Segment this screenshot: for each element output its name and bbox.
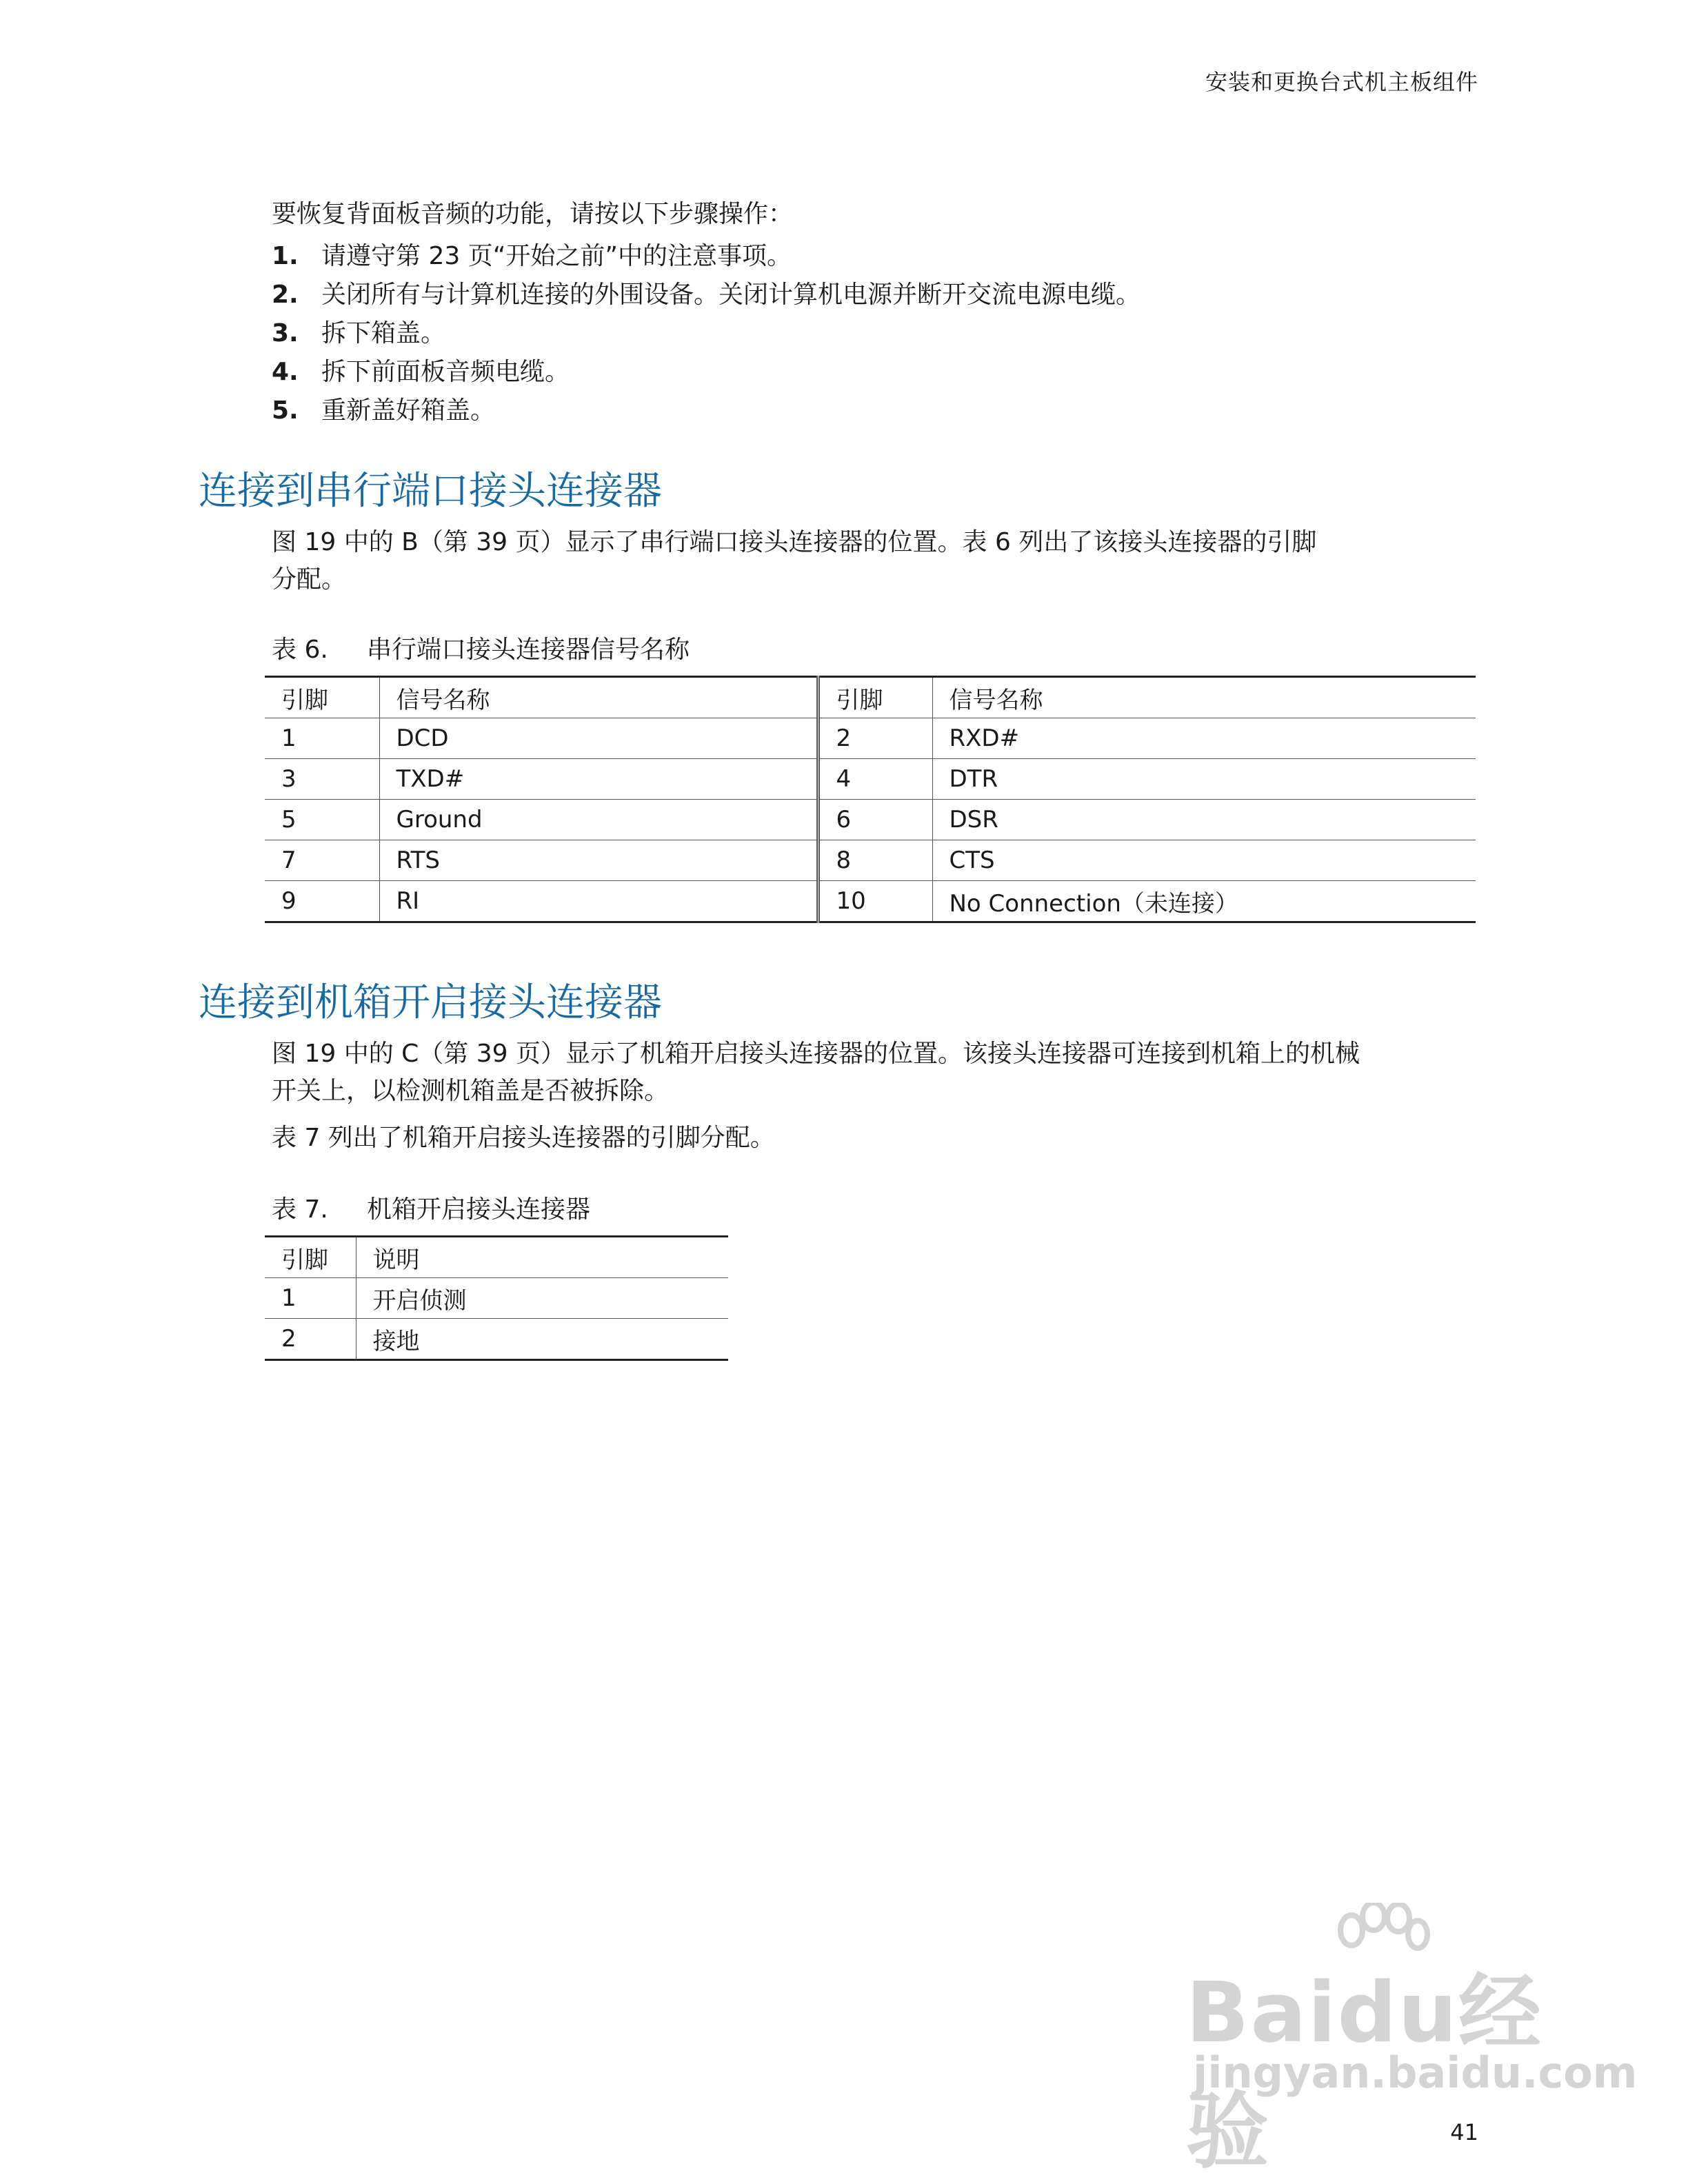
step-text: 拆下箱盖。 bbox=[321, 319, 446, 347]
running-header: 安装和更换台式机主板组件 bbox=[1205, 69, 1478, 95]
table-cell: 1 bbox=[265, 1278, 356, 1319]
column-header: 引脚 bbox=[265, 677, 379, 718]
column-header: 信号名称 bbox=[379, 677, 818, 718]
list-item bbox=[272, 276, 1141, 314]
list-item bbox=[272, 392, 1141, 430]
section-paragraph: 图 19 中的 C（第 39 页）显示了机箱开启接头连接器的位置。该接头连接器可连接到机箱上的机械 bbox=[272, 1040, 1360, 1068]
section-paragraph: 表 7 列出了机箱开启接头连接器的引脚分配。 bbox=[272, 1124, 775, 1152]
table-row bbox=[265, 1278, 728, 1319]
table-cell: 7 bbox=[265, 840, 379, 881]
step-number: 4. bbox=[272, 358, 299, 386]
page-number: 41 bbox=[1450, 2119, 1478, 2145]
step-number: 2. bbox=[272, 281, 299, 309]
table-cell: Ground bbox=[379, 800, 818, 840]
watermark-brand: Baidu经验 bbox=[1186, 1965, 1543, 2180]
table-cell: 2 bbox=[818, 718, 932, 759]
table-cell: 2 bbox=[265, 1319, 356, 1360]
column-header: 引脚 bbox=[265, 1237, 356, 1278]
table-cell: 开启侦测 bbox=[356, 1278, 728, 1319]
step-text: 拆下前面板音频电缆。 bbox=[321, 358, 570, 386]
table-cell: 8 bbox=[818, 840, 932, 881]
table-header-row bbox=[265, 677, 1476, 718]
table-number: 表 6. bbox=[272, 636, 328, 664]
step-text: 关闭所有与计算机连接的外围设备。关闭计算机电源并断开交流电源电缆。 bbox=[321, 281, 1141, 309]
table-cell: CTS bbox=[932, 840, 1476, 881]
step-text: 重新盖好箱盖。 bbox=[321, 396, 496, 425]
table-cell: RI bbox=[379, 881, 818, 922]
step-text: 请遵守第 23 页“开始之前”中的注意事项。 bbox=[321, 242, 792, 270]
table-row bbox=[265, 881, 1476, 922]
table-cell: DCD bbox=[379, 718, 818, 759]
table-title: 串行端口接头连接器信号名称 bbox=[367, 636, 690, 664]
table-header-row bbox=[265, 1237, 728, 1278]
section-heading-serial: 连接到串行端口接头连接器 bbox=[199, 469, 662, 514]
section-paragraph: 开关上，以检测机箱盖是否被拆除。 bbox=[272, 1077, 670, 1105]
table-row bbox=[265, 840, 1476, 881]
section-heading-chassis: 连接到机箱开启接头连接器 bbox=[199, 980, 662, 1025]
table-cell: DSR bbox=[932, 800, 1476, 840]
table-cell: 9 bbox=[265, 881, 379, 922]
list-item bbox=[272, 353, 1141, 392]
steps-list bbox=[272, 237, 1141, 430]
step-number: 5. bbox=[272, 396, 299, 425]
table-cell: 5 bbox=[265, 800, 379, 840]
table-cell: 接地 bbox=[372, 1327, 420, 1355]
table-number: 表 7. bbox=[272, 1195, 328, 1224]
column-header: 信号名称 bbox=[932, 677, 1476, 718]
intro-text: 要恢复背面板音频的功能，请按以下步骤操作： bbox=[272, 200, 794, 228]
table-cell: 3 bbox=[265, 759, 379, 800]
table-cell: DTR bbox=[932, 759, 1476, 800]
step-number: 3. bbox=[272, 319, 299, 347]
table-cell: 1 bbox=[265, 718, 379, 759]
section-paragraph: 分配。 bbox=[272, 565, 347, 594]
list-item bbox=[272, 237, 1141, 276]
table-cell: 10 bbox=[818, 881, 932, 922]
table-row bbox=[265, 1319, 728, 1360]
table-cell: 6 bbox=[818, 800, 932, 840]
table-row bbox=[265, 759, 1476, 800]
column-header: 说明 bbox=[356, 1237, 728, 1278]
section-paragraph: 图 19 中的 B（第 39 页）显示了串行端口接头连接器的位置。表 6 列出了该接头连接器的引脚 bbox=[272, 528, 1317, 556]
serial-header-table bbox=[265, 676, 1476, 923]
table-cell: No Connection（未连接） bbox=[949, 889, 1238, 918]
table-caption bbox=[272, 1190, 590, 1225]
chassis-intrusion-table bbox=[265, 1235, 728, 1361]
table-row bbox=[265, 800, 1476, 840]
table-cell: 4 bbox=[818, 759, 932, 800]
table-cell: RXD# bbox=[932, 718, 1476, 759]
table-row bbox=[265, 718, 1476, 759]
list-item bbox=[272, 314, 1141, 353]
watermark-url: jingyan.baidu.com bbox=[1193, 2048, 1638, 2098]
table-cell: RTS bbox=[379, 840, 818, 881]
step-number: 1. bbox=[272, 242, 299, 270]
column-header: 引脚 bbox=[818, 677, 932, 718]
table-title: 机箱开启接头连接器 bbox=[367, 1195, 591, 1224]
table-caption bbox=[272, 630, 690, 665]
table-cell: TXD# bbox=[379, 759, 818, 800]
